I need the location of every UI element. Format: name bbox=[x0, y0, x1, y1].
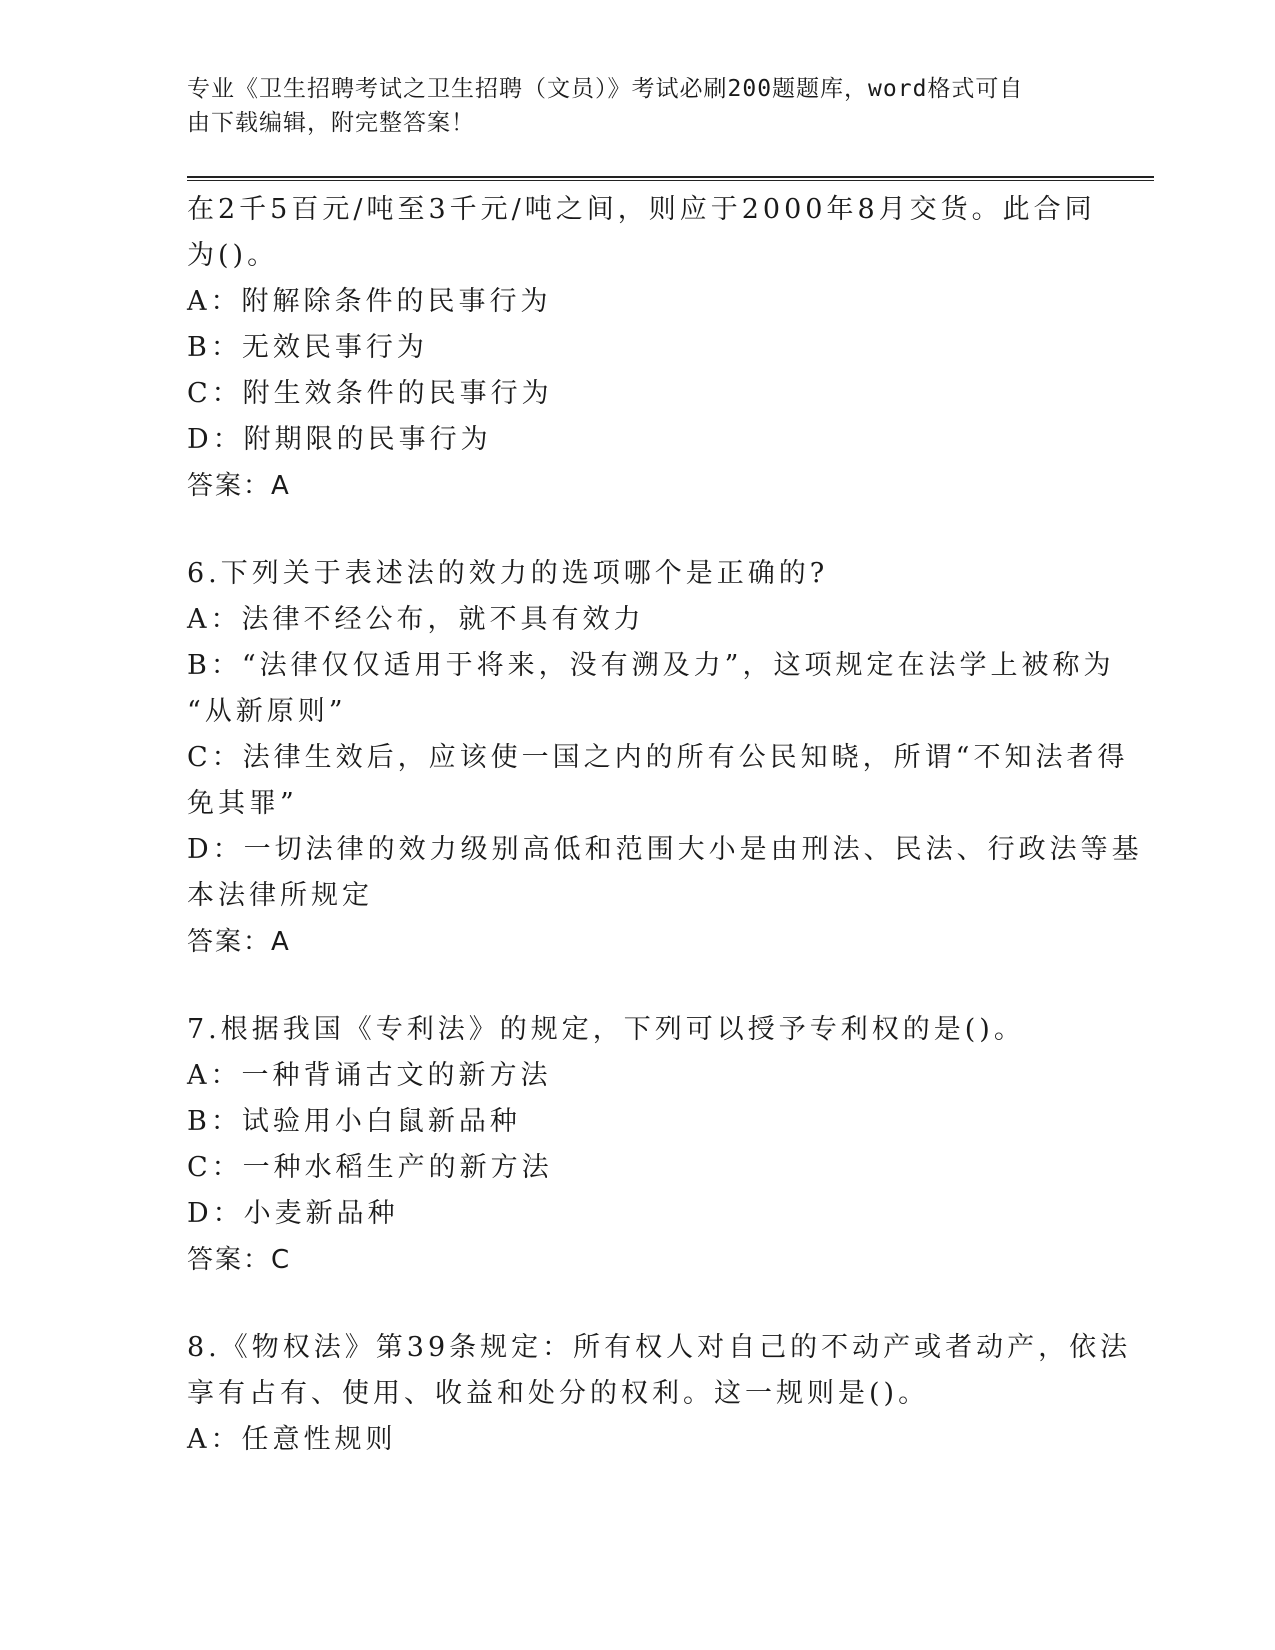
option-b-line-2: “从新原则” bbox=[187, 696, 347, 727]
option-d-line-1: D：一切法律的效力级别高低和范围大小是由刑法、民法、行政法等基 bbox=[187, 834, 1143, 865]
option-a: A：附解除条件的民事行为 bbox=[187, 286, 552, 317]
question-stem-line: 在2千5百元/吨至3千元/吨之间，则应于2000年8月交货。此合同 bbox=[187, 194, 1096, 225]
option-b: B：试验用小白鼠新品种 bbox=[187, 1106, 521, 1137]
question-5 bbox=[187, 187, 1096, 509]
question-spacer bbox=[187, 965, 1087, 1007]
question-stem-line: 享有占有、使用、收益和处分的权利。这一规则是()。 bbox=[187, 1378, 930, 1409]
option-c-line-2: 免其罪” bbox=[187, 788, 298, 819]
option-b: B：无效民事行为 bbox=[187, 332, 428, 363]
page-header bbox=[187, 72, 1067, 140]
header-line-1: 专业《卫生招聘考试之卫生招聘（文员）》考试必刷200题题库，word格式可自 bbox=[187, 76, 1024, 102]
header-line-2: 由下载编辑，附完整答案！ bbox=[187, 110, 475, 136]
option-c-line-1: C：法律生效后，应该使一国之内的所有公民知晓，所谓“不知法者得 bbox=[187, 742, 1129, 773]
answer-label: 答案：A bbox=[187, 927, 291, 957]
question-stem: 7.根据我国《专利法》的规定，下列可以授予专利权的是()。 bbox=[187, 1014, 1025, 1045]
question-list bbox=[187, 187, 1143, 1463]
question-stem-line: 8.《物权法》第39条规定：所有权人对自己的不动产或者动产，依法 bbox=[187, 1332, 1132, 1363]
question-spacer bbox=[187, 1283, 1087, 1325]
option-b-line-1: B：“法律仅仅适用于将来，没有溯及力”，这项规定在法学上被称为 bbox=[187, 650, 1115, 681]
option-c: C：附生效条件的民事行为 bbox=[187, 378, 553, 409]
question-spacer bbox=[187, 509, 1087, 551]
option-c: C：一种水稻生产的新方法 bbox=[187, 1152, 553, 1183]
option-a: A：法律不经公布，就不具有效力 bbox=[187, 604, 645, 635]
header-divider bbox=[187, 176, 1154, 181]
option-a: A：一种背诵古文的新方法 bbox=[187, 1060, 552, 1091]
question-6 bbox=[187, 551, 1143, 965]
question-8 bbox=[187, 1325, 1132, 1463]
option-d: D：小麦新品种 bbox=[187, 1198, 399, 1229]
option-d: D：附期限的民事行为 bbox=[187, 424, 492, 455]
option-a: A：任意性规则 bbox=[187, 1424, 397, 1455]
answer-label: 答案：A bbox=[187, 471, 291, 501]
question-stem: 6.下列关于表述法的效力的选项哪个是正确的? bbox=[187, 558, 829, 589]
option-d-line-2: 本法律所规定 bbox=[187, 880, 373, 911]
question-stem-line: 为()。 bbox=[187, 240, 279, 271]
question-7 bbox=[187, 1007, 1087, 1283]
answer-label: 答案：C bbox=[187, 1245, 292, 1275]
